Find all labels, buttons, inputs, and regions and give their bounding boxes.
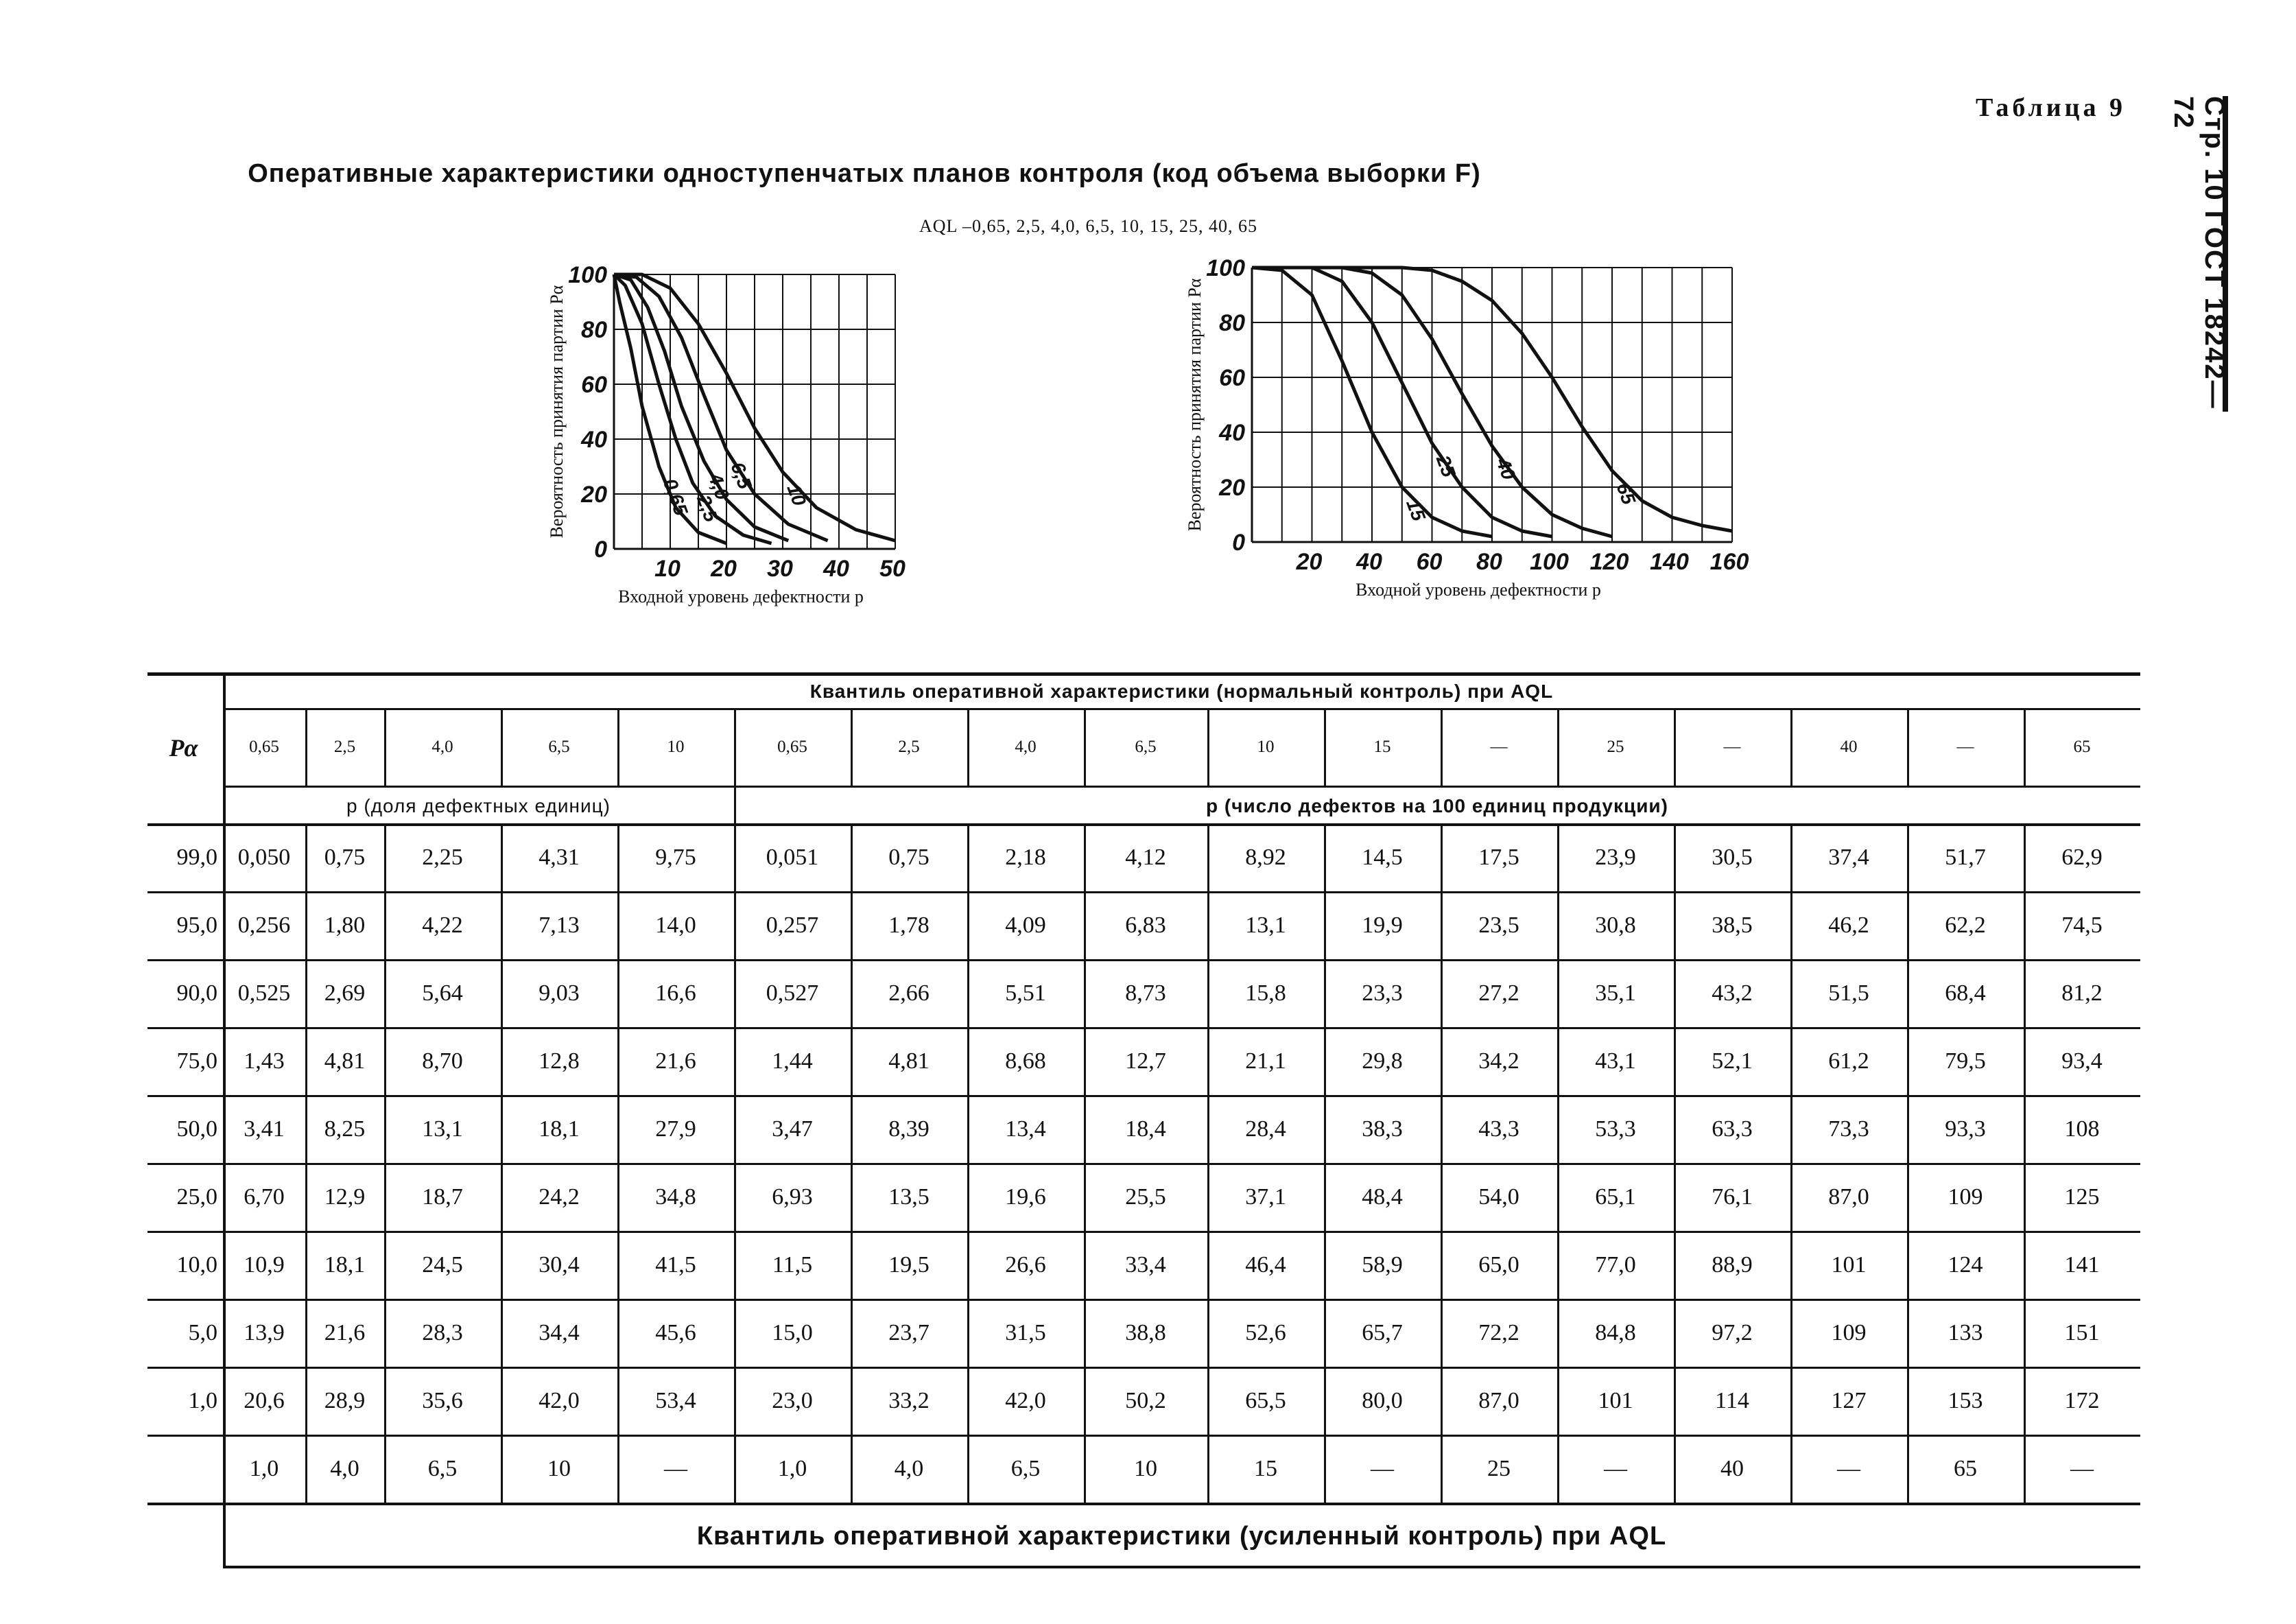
pa-value: 90,0 xyxy=(176,980,217,1006)
tightened-aql-cell: — xyxy=(664,1455,687,1481)
table-cell: 8,92 xyxy=(1245,844,1286,870)
table-cell: 72,2 xyxy=(1478,1319,1519,1345)
x-tick-label: 30 xyxy=(767,556,793,582)
table-cell: 0,050 xyxy=(237,844,291,870)
table-cell: 8,70 xyxy=(422,1048,463,1074)
table-cell: 62,9 xyxy=(2061,844,2103,870)
x-tick-label: 140 xyxy=(1650,549,1689,575)
table-cell: 0,527 xyxy=(766,980,819,1006)
table-cell: 37,1 xyxy=(1245,1184,1286,1210)
table-cell: 19,6 xyxy=(1005,1184,1046,1210)
table-cell: 18,1 xyxy=(324,1251,366,1278)
table-cell: 43,2 xyxy=(1712,980,1753,1006)
tightened-aql-cell: 6,5 xyxy=(427,1455,458,1481)
table-cell: 4,12 xyxy=(1125,844,1166,870)
oc-curve-label: 0,65 xyxy=(659,475,692,519)
table-cell: 23,9 xyxy=(1595,844,1636,870)
table-cell: 9,75 xyxy=(655,844,696,870)
table-cell: 18,7 xyxy=(422,1184,463,1210)
table-cell: 3,47 xyxy=(772,1116,813,1142)
table-cell: 76,1 xyxy=(1712,1184,1753,1210)
table-cell: 7,13 xyxy=(539,912,580,938)
table-rule xyxy=(223,786,2140,788)
table-cell: 37,4 xyxy=(1828,844,1869,870)
table-cell: 34,8 xyxy=(655,1184,696,1210)
table-cell: 0,257 xyxy=(766,912,819,938)
oc-curve-label: 2,5 xyxy=(693,492,722,525)
y-tick-label: 20 xyxy=(581,482,607,508)
table-cell: 84,8 xyxy=(1595,1319,1636,1345)
x-tick-label: 20 xyxy=(1296,549,1323,575)
tightened-aql-cell: 4,0 xyxy=(330,1455,359,1481)
table-cell: 19,5 xyxy=(888,1251,930,1278)
table-cell: 172 xyxy=(2064,1387,2100,1413)
table-cell: 21,6 xyxy=(655,1048,696,1074)
table-rule xyxy=(147,672,2140,676)
table-cell: 33,4 xyxy=(1125,1251,1166,1278)
table-cell: 50,2 xyxy=(1125,1387,1166,1413)
table-cell: 18,1 xyxy=(539,1116,580,1142)
table-cell: 93,3 xyxy=(1945,1116,1986,1142)
tightened-aql-cell: — xyxy=(1837,1455,1860,1481)
table-cell: 1,78 xyxy=(888,912,930,938)
table-cell: 46,4 xyxy=(1245,1251,1286,1278)
tightened-aql-cell: — xyxy=(2070,1455,2094,1481)
table-cell: 21,1 xyxy=(1245,1048,1286,1074)
y-tick-label: 0 xyxy=(594,537,607,563)
pa-value: 1,0 xyxy=(188,1387,217,1413)
unit-label-per-hundred: p (число дефектов на 100 единиц продукции) xyxy=(1206,795,1668,816)
x-tick-label: 40 xyxy=(823,556,849,582)
table-cell: 93,4 xyxy=(2061,1048,2103,1074)
y-tick-label: 20 xyxy=(1219,475,1245,501)
table-cell: 41,5 xyxy=(655,1251,696,1278)
aql-code-cell: 65 xyxy=(2073,737,2091,756)
table-cell: 8,39 xyxy=(888,1116,930,1142)
x-tick-label: 40 xyxy=(1356,549,1382,575)
pa-value: 25,0 xyxy=(176,1184,217,1210)
table-cell: 87,0 xyxy=(1478,1387,1519,1413)
table-cell: 4,81 xyxy=(324,1048,366,1074)
table-cell: 5,64 xyxy=(422,980,463,1006)
table-cell: 125 xyxy=(2064,1184,2100,1210)
table-cell: 42,0 xyxy=(1005,1387,1046,1413)
tightened-aql-cell: 1,0 xyxy=(777,1455,807,1481)
table-cell: 30,5 xyxy=(1712,844,1753,870)
oc-curve-label: 65 xyxy=(1612,480,1640,508)
x-tick-label: 100 xyxy=(1530,549,1569,575)
x-tick-label: 120 xyxy=(1589,549,1629,575)
y-tick-label: 100 xyxy=(1206,255,1245,281)
table-cell: 6,70 xyxy=(244,1184,285,1210)
table-cell: 17,5 xyxy=(1478,844,1519,870)
table-cell: 25,5 xyxy=(1125,1184,1166,1210)
page-title: Оперативные характеристики одноступенчатых планов контроля (код объема выборки F) xyxy=(248,159,1481,188)
table-cell: 58,9 xyxy=(1362,1251,1403,1278)
table-cell: 23,5 xyxy=(1478,912,1519,938)
table-cell: 153 xyxy=(1948,1387,1983,1413)
table-cell: 14,5 xyxy=(1362,844,1403,870)
table-cell: 2,25 xyxy=(422,844,463,870)
table-cell: 65,1 xyxy=(1595,1184,1636,1210)
table-cell: 79,5 xyxy=(1945,1048,1986,1074)
x-tick-label: 20 xyxy=(711,556,737,582)
aql-code-cell: 6,5 xyxy=(548,737,570,756)
aql-list: AQL –0,65, 2,5, 4,0, 6,5, 10, 15, 25, 40, 65 xyxy=(919,216,1257,236)
table-cell: 43,3 xyxy=(1478,1116,1519,1142)
table-cell: 30,8 xyxy=(1595,912,1636,938)
table-cell: 1,80 xyxy=(324,912,366,938)
table-cell: 45,6 xyxy=(655,1319,696,1345)
aql-code-cell: 2,5 xyxy=(898,737,920,756)
table-cell: 24,5 xyxy=(422,1251,463,1278)
unit-label-fraction: p (доля дефектных единиц) xyxy=(346,795,611,816)
table-cell: 54,0 xyxy=(1478,1184,1519,1210)
table-cell: 5,51 xyxy=(1005,980,1046,1006)
table-cell: 42,0 xyxy=(539,1387,580,1413)
table-cell: 28,9 xyxy=(324,1387,366,1413)
table-cell: 28,4 xyxy=(1245,1116,1286,1142)
pa-value: 95,0 xyxy=(176,912,217,938)
table-cell: 51,7 xyxy=(1945,844,1986,870)
table-cell: 141 xyxy=(2064,1251,2100,1278)
x-tick-label: 50 xyxy=(879,556,906,582)
aql-code-cell: 4,0 xyxy=(431,737,453,756)
table-cell: 34,2 xyxy=(1478,1048,1519,1074)
table-cell: 31,5 xyxy=(1005,1319,1046,1345)
tightened-aql-cell: 40 xyxy=(1720,1455,1744,1481)
tightened-aql-cell: — xyxy=(1371,1455,1394,1481)
table-cell: 34,4 xyxy=(539,1319,580,1345)
table-cell: 61,2 xyxy=(1828,1048,1869,1074)
table-cell: 33,2 xyxy=(888,1387,930,1413)
table-cell: 16,6 xyxy=(655,980,696,1006)
y-tick-label: 0 xyxy=(1232,530,1245,556)
table-cell: 27,9 xyxy=(655,1116,696,1142)
table-cell: 0,256 xyxy=(237,912,291,938)
table-cell: 114 xyxy=(1715,1387,1749,1413)
table-cell: 73,3 xyxy=(1828,1116,1869,1142)
table-cell: 23,7 xyxy=(888,1319,930,1345)
oc-curve-label: 6,5 xyxy=(726,459,756,492)
aql-code-cell: 0,65 xyxy=(249,737,279,756)
tightened-aql-cell: 4,0 xyxy=(894,1455,924,1481)
table-cell: 8,73 xyxy=(1125,980,1166,1006)
table-cell: 35,1 xyxy=(1595,980,1636,1006)
table-cell: 21,6 xyxy=(324,1319,366,1345)
pa-value: 10,0 xyxy=(176,1251,217,1278)
table-cell: 51,5 xyxy=(1828,980,1869,1006)
y-tick-label: 40 xyxy=(581,427,607,453)
table-cell: 11,5 xyxy=(772,1251,813,1278)
table-cell: 8,68 xyxy=(1005,1048,1046,1074)
table-cell: 38,3 xyxy=(1362,1116,1403,1142)
table-cell: 88,9 xyxy=(1712,1251,1753,1278)
pa-value: 75,0 xyxy=(176,1048,217,1074)
y-tick-label: 40 xyxy=(1219,420,1245,446)
table-cell: 10,9 xyxy=(244,1251,285,1278)
table-cell: 109 xyxy=(1948,1184,1983,1210)
table-cell: 29,8 xyxy=(1362,1048,1403,1074)
table-cell: 13,4 xyxy=(1005,1116,1046,1142)
table-cell: 35,6 xyxy=(422,1387,463,1413)
table-cell: 53,3 xyxy=(1595,1116,1636,1142)
aql-code-cell: — xyxy=(1723,737,1741,756)
table-cell: 8,25 xyxy=(324,1116,366,1142)
tightened-aql-cell: 1,0 xyxy=(249,1455,279,1481)
pa-value: 5,0 xyxy=(188,1319,217,1345)
table-rule xyxy=(223,1566,2140,1568)
aql-code-cell: — xyxy=(1490,737,1508,756)
table-cell: 27,2 xyxy=(1478,980,1519,1006)
oc-curve-label: 4,0 xyxy=(704,470,734,503)
table-rule xyxy=(147,1503,2140,1505)
table-cell: 63,3 xyxy=(1712,1116,1753,1142)
table-cell: 65,7 xyxy=(1362,1319,1403,1345)
aql-code-cell: 40 xyxy=(1840,737,1858,756)
table-cell: 109 xyxy=(1831,1319,1867,1345)
aql-code-cell: 10 xyxy=(1257,737,1275,756)
table-cell: 4,31 xyxy=(539,844,580,870)
table-cell: 12,8 xyxy=(539,1048,580,1074)
table-cell: 23,0 xyxy=(772,1387,813,1413)
table-cell: 38,8 xyxy=(1125,1319,1166,1345)
table-cell: 15,0 xyxy=(772,1319,813,1345)
pa-value: 50,0 xyxy=(176,1116,217,1142)
table-cell: 4,22 xyxy=(422,912,463,938)
table-cell: 52,1 xyxy=(1712,1048,1753,1074)
table-cell: 108 xyxy=(2064,1116,2100,1142)
table-cell: 77,0 xyxy=(1595,1251,1636,1278)
tightened-aql-cell: 6,5 xyxy=(1010,1455,1041,1481)
table-cell: 13,1 xyxy=(1245,912,1286,938)
y-tick-label: 80 xyxy=(581,317,607,343)
aql-code-cell: 25 xyxy=(1607,737,1624,756)
table-cell: 23,3 xyxy=(1362,980,1403,1006)
table-cell: 2,66 xyxy=(888,980,930,1006)
y-axis-label: Вероятность принятия партии Pα xyxy=(547,285,567,539)
aql-code-cell: 2,5 xyxy=(333,737,356,756)
table-cell: 151 xyxy=(2064,1319,2100,1345)
table-cell: 14,0 xyxy=(655,912,696,938)
table-cell: 101 xyxy=(1831,1251,1867,1278)
table-cell: 53,4 xyxy=(655,1387,696,1413)
table-cell: 0,525 xyxy=(237,980,291,1006)
side-header-text: Стр. 10 ГОСТ 18242—72 xyxy=(2168,96,2229,410)
table-cell: 43,1 xyxy=(1595,1048,1636,1074)
table-cell: 0,75 xyxy=(888,844,930,870)
aql-code-cell: 15 xyxy=(1373,737,1391,756)
aql-code-cell: 4,0 xyxy=(1015,737,1037,756)
tightened-aql-cell: — xyxy=(1604,1455,1627,1481)
x-axis-label: Входной уровень дефектности p xyxy=(1356,580,1601,600)
y-tick-label: 60 xyxy=(1219,365,1245,391)
table-header-normal: Квантиль оперативной характеристики (нормальный контроль) при AQL xyxy=(809,681,1554,702)
pa-value: 99,0 xyxy=(176,844,217,870)
y-tick-label: 60 xyxy=(581,372,607,398)
table-cell: 101 xyxy=(1598,1387,1633,1413)
table-cell: 38,5 xyxy=(1712,912,1753,938)
table-cell: 87,0 xyxy=(1828,1184,1869,1210)
oc-curve-label: 40 xyxy=(1492,455,1520,483)
table-cell: 13,1 xyxy=(422,1116,463,1142)
table-cell: 13,9 xyxy=(244,1319,285,1345)
table-cell: 65,0 xyxy=(1478,1251,1519,1278)
y-axis-label: Вероятность принятия партии Pα xyxy=(1185,278,1205,532)
table-cell: 6,93 xyxy=(772,1184,813,1210)
oc-curve-label: 10 xyxy=(783,481,811,509)
table-cell: 0,051 xyxy=(766,844,819,870)
table-cell: 74,5 xyxy=(2061,912,2103,938)
aql-code-cell: 0,65 xyxy=(777,737,807,756)
table-cell: 1,43 xyxy=(244,1048,285,1074)
tightened-aql-cell: 15 xyxy=(1254,1455,1277,1481)
table-cell: 12,7 xyxy=(1125,1048,1166,1074)
table-cell: 48,4 xyxy=(1362,1184,1403,1210)
table-cell: 13,5 xyxy=(888,1184,930,1210)
table-cell: 6,83 xyxy=(1125,912,1166,938)
table-cell: 9,03 xyxy=(539,980,580,1006)
aql-code-cell: 10 xyxy=(667,737,685,756)
table-cell: 12,9 xyxy=(324,1184,366,1210)
table-cell: 4,09 xyxy=(1005,912,1046,938)
y-tick-label: 100 xyxy=(568,262,607,288)
table-cell: 133 xyxy=(1948,1319,1983,1345)
table-cell: 127 xyxy=(1831,1387,1867,1413)
table-cell: 62,2 xyxy=(1945,912,1986,938)
tightened-aql-cell: 25 xyxy=(1487,1455,1511,1481)
table-cell: 2,18 xyxy=(1005,844,1046,870)
table-cell: 19,9 xyxy=(1362,912,1403,938)
x-tick-label: 10 xyxy=(654,556,680,582)
table-cell: 26,6 xyxy=(1005,1251,1046,1278)
table-cell: 81,2 xyxy=(2061,980,2103,1006)
table-cell: 20,6 xyxy=(244,1387,285,1413)
pa-column-header: Pα xyxy=(169,734,198,762)
table-cell: 124 xyxy=(1948,1251,1983,1278)
tightened-aql-cell: 10 xyxy=(547,1455,571,1481)
aql-code-cell: 6,5 xyxy=(1135,737,1157,756)
table-cell: 46,2 xyxy=(1828,912,1869,938)
x-axis-label: Входной уровень дефектности p xyxy=(618,587,864,607)
table-cell: 97,2 xyxy=(1712,1319,1753,1345)
table-cell: 2,69 xyxy=(324,980,366,1006)
table-cell: 30,4 xyxy=(539,1251,580,1278)
tightened-aql-cell: 10 xyxy=(1134,1455,1157,1481)
table-cell: 0,75 xyxy=(324,844,366,870)
table-cell: 18,4 xyxy=(1125,1116,1166,1142)
x-tick-label: 60 xyxy=(1416,549,1443,575)
table-cell: 65,5 xyxy=(1245,1387,1286,1413)
table-cell: 28,3 xyxy=(422,1319,463,1345)
table-footer-tightened: Квантиль оперативной характеристики (усиленный контроль) при AQL xyxy=(696,1522,1667,1551)
y-tick-label: 80 xyxy=(1219,310,1245,336)
aql-code-cell: — xyxy=(1956,737,1974,756)
table-cell: 4,81 xyxy=(888,1048,930,1074)
table-cell: 1,44 xyxy=(772,1048,813,1074)
x-tick-label: 160 xyxy=(1709,549,1749,575)
oc-curve-label: 25 xyxy=(1432,452,1460,480)
table-cell: 24,2 xyxy=(539,1184,580,1210)
table-cell: 68,4 xyxy=(1945,980,1986,1006)
table-cell: 52,6 xyxy=(1245,1319,1286,1345)
table-number: Таблица 9 xyxy=(1976,93,2127,122)
table-cell: 15,8 xyxy=(1245,980,1286,1006)
tightened-aql-cell: 65 xyxy=(1954,1455,1977,1481)
oc-curve-label: 15 xyxy=(1402,496,1430,524)
table-cell: 3,41 xyxy=(244,1116,285,1142)
table-cell: 80,0 xyxy=(1362,1387,1403,1413)
x-tick-label: 80 xyxy=(1476,549,1502,575)
